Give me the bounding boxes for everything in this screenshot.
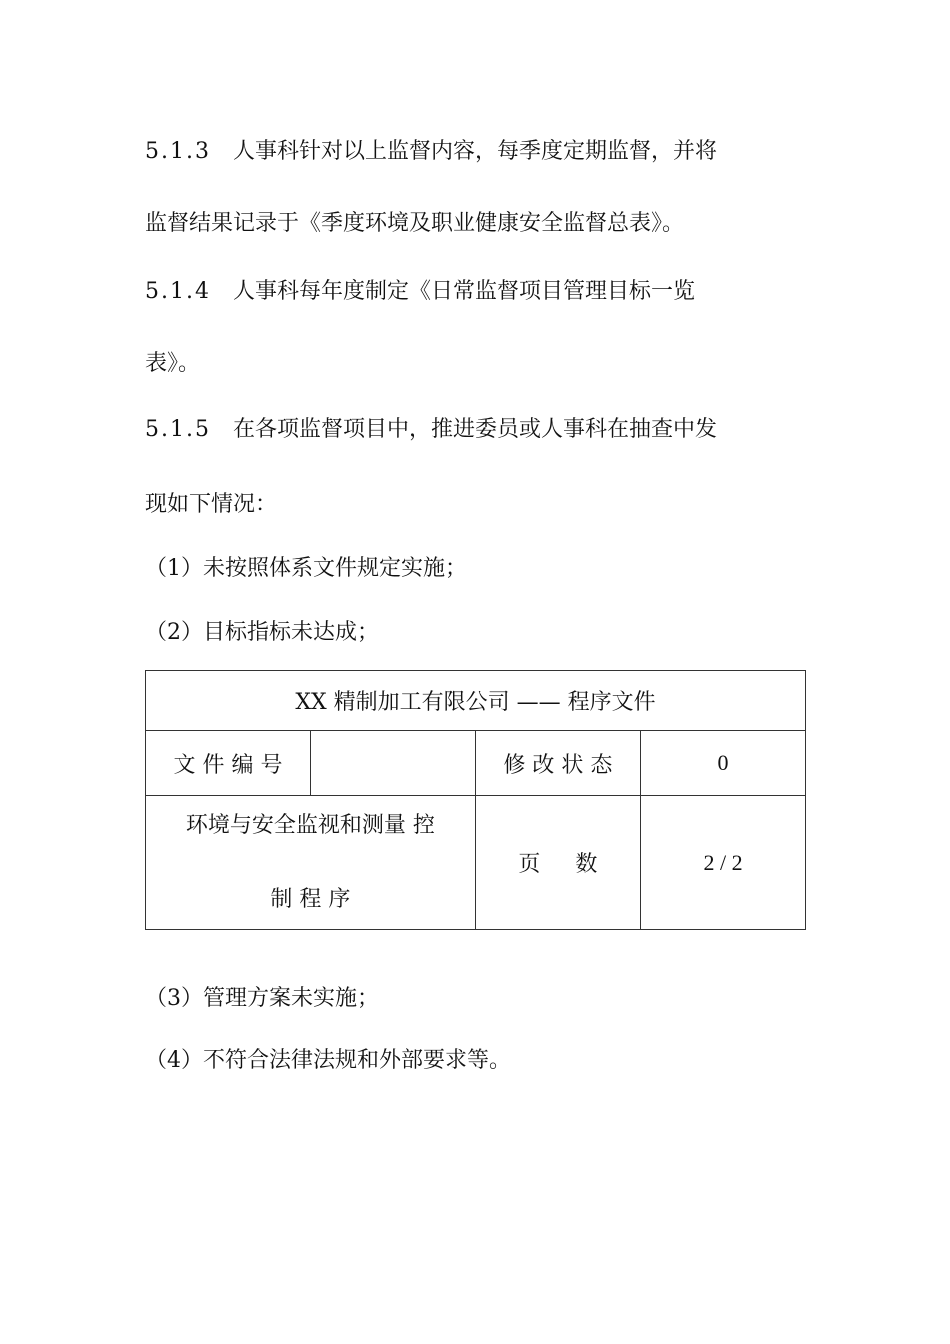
section-number: 5.1.5	[145, 417, 211, 442]
paragraph-text: 在各项监督项目中，推进委员或人事科在抽查中发	[233, 417, 718, 442]
list-item-text: （3）管理方案未实施；	[145, 986, 379, 1011]
section-number: 5.1.4	[145, 279, 211, 304]
paragraph-text: 人事科每年度制定《日常监督项目管理目标一览	[233, 279, 696, 304]
list-item-text: （1）未按照体系文件规定实施；	[145, 556, 467, 581]
list-item	[145, 1046, 511, 1076]
paragraph-text: 表》。	[145, 351, 201, 376]
procedure-name-line1: 环境与安全监视和测量 控	[185, 812, 435, 838]
list-item-text: （2）目标指标未达成；	[145, 620, 379, 645]
document-header-table	[145, 670, 806, 930]
paragraph-5-1-4	[145, 277, 695, 307]
procedure-name-line2: 制 程 序	[270, 886, 351, 912]
page-label: 页 数	[475, 796, 640, 930]
doc-number-value	[310, 731, 475, 796]
paragraph-5-1-5	[145, 415, 717, 445]
page-value: 2 / 2	[641, 796, 806, 930]
paragraph-text: 监督结果记录于《季度环境及职业健康安全监督总表》。	[145, 211, 685, 236]
paragraph-text: 人事科针对以上监督内容，每季度定期监督，并将	[233, 139, 718, 164]
paragraph-text: 现如下情况：	[145, 492, 278, 517]
revision-value: 0	[641, 731, 806, 796]
paragraph-continuation	[145, 490, 277, 520]
paragraph-continuation	[145, 209, 684, 239]
list-item	[145, 618, 379, 648]
section-number: 5.1.3	[145, 139, 211, 164]
list-item-text: （4）不符合法律法规和外部要求等。	[145, 1048, 511, 1073]
company-title: XX 精制加工有限公司 —— 程序文件	[146, 671, 806, 731]
revision-label: 修 改 状 态	[475, 731, 640, 796]
doc-number-label: 文 件 编 号	[146, 731, 311, 796]
list-item	[145, 984, 379, 1014]
paragraph-continuation	[145, 349, 200, 379]
list-item	[145, 554, 467, 584]
paragraph-5-1-3	[145, 137, 717, 167]
procedure-name	[146, 796, 476, 930]
